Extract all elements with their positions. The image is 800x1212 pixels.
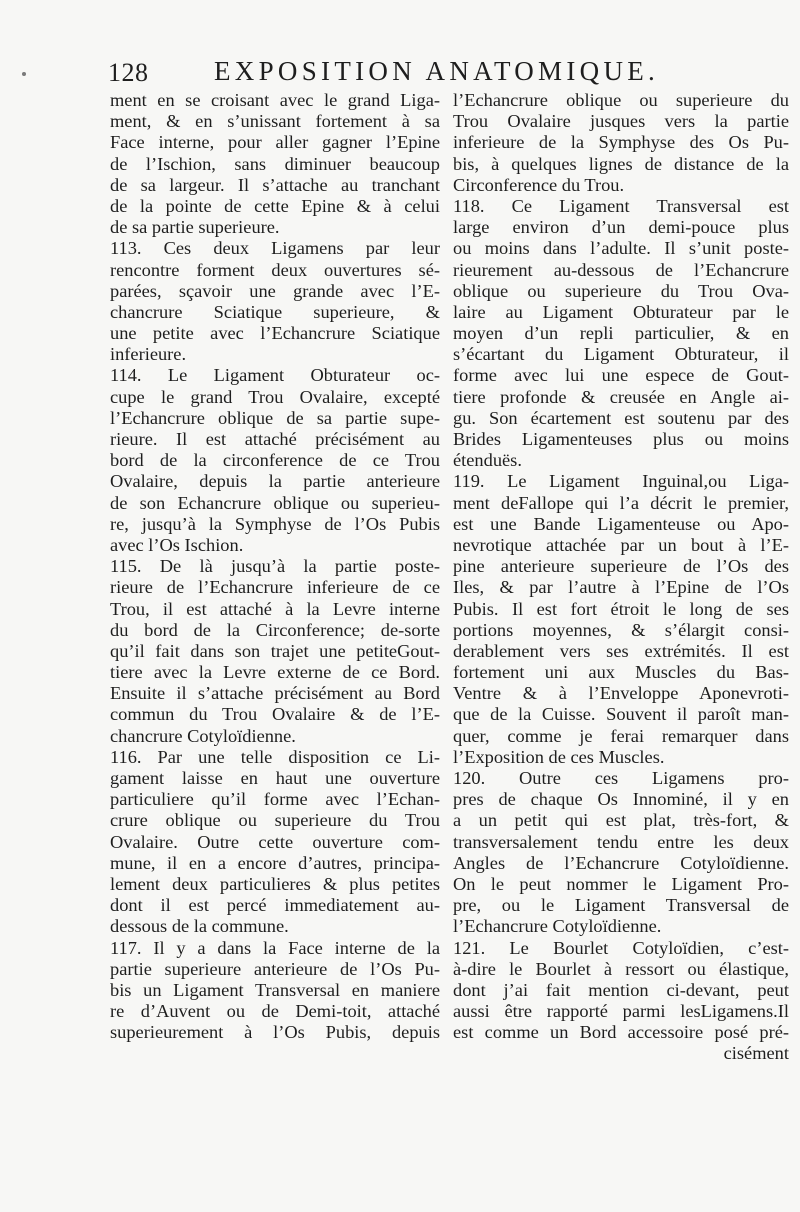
text-line: transversalement tendu entre les deux: [453, 831, 789, 852]
text-line: Pubis. Il est fort étroit le long de ses: [453, 598, 789, 619]
text-line: inferieure.: [110, 344, 187, 365]
text-line: 116. Par une telle disposition ce Li-: [110, 746, 440, 767]
text-line: bis, à quelques lignes de distance de la: [453, 153, 789, 174]
text-line: tiere profonde & creusée en Angle ai-: [453, 386, 789, 407]
text-line: 118. Ce Ligament Transversal est: [453, 195, 789, 216]
text-line: rencontre forment deux ouvertures sé-: [110, 259, 440, 280]
page-header: [108, 52, 778, 92]
text-line: bord de la circonference de ce Trou: [110, 450, 440, 471]
text-line: à-dire le Bourlet à ressort ou élastique,: [453, 958, 789, 979]
text-line: de sa largeur. Il s’attache au tranchant: [110, 174, 440, 195]
text-line: gu. Son écartement est soutenu par des: [453, 407, 789, 428]
text-line: étenduës.: [453, 450, 522, 471]
text-line: large environ d’un demi-pouce plus: [453, 217, 789, 238]
text-line: Ovalaire, depuis la partie anterieure: [110, 471, 440, 492]
text-line: rieure de l’Echancrure inferieure de ce: [110, 577, 440, 598]
text-line: Ensuite il s’attache précisément au Bord: [110, 683, 440, 704]
text-line: tiere avec la Levre externe de ce Bord.: [110, 662, 440, 683]
text-line: qu’il fait dans son trajet une petiteGout-: [110, 640, 440, 661]
text-line: dont j’ai fait mention ci-devant, peut: [453, 979, 789, 1000]
text-line: Circonference du Trou.: [453, 174, 625, 195]
text-line: bis un Ligament Transversal en maniere: [110, 979, 440, 1000]
text-line: de sa partie superieure.: [110, 217, 280, 238]
text-line: rieure. Il est attaché précisément au: [110, 429, 440, 449]
text-line: quer, comme je ferai remarquer dans: [453, 725, 789, 746]
text-line: a un petit qui est plat, très-fort, &: [453, 810, 789, 831]
text-line: est une Bande Ligamenteuse ou Apo-: [453, 513, 789, 534]
text-line: une petite avec l’Echancrure Sciatique: [110, 323, 440, 344]
text-line: 114. Le Ligament Obturateur oc-: [110, 365, 440, 386]
text-line: Ventre & à l’Enveloppe Aponevroti-: [453, 683, 789, 704]
page-number: 128: [108, 58, 149, 87]
text-line: de la pointe de cette Epine & à celui: [110, 195, 440, 216]
text-line: rieurement au-dessous de l’Echancrure: [453, 259, 789, 280]
text-line: pine anterieure superieure de l’Os des: [453, 556, 789, 577]
text-line: Brides Ligamenteuses plus ou moins: [453, 429, 789, 449]
margin-mark: [22, 72, 26, 76]
text-line: oblique ou superieure du Trou Ova-: [453, 280, 789, 301]
text-line: forme avec lui une espece de Gout-: [453, 365, 789, 386]
text-line: 121. Le Bourlet Cotyloïdien, c’est-: [453, 937, 789, 958]
text-line: Face interne, pour aller gagner l’Epine: [110, 132, 440, 153]
right-text-column: [453, 90, 789, 1065]
text-line: moyen d’un repli particulier, & en: [453, 323, 789, 344]
text-line: Ovalaire. Outre cette ouverture com-: [110, 831, 440, 852]
text-line: 120. Outre ces Ligamens pro-: [453, 768, 789, 788]
text-line: On le peut nommer le Ligament Pro-: [453, 873, 789, 894]
text-line: de l’Ischion, sans diminuer beaucoup: [110, 153, 440, 174]
text-line: portions moyennes, & s’élargit consi-: [453, 619, 789, 640]
text-line: de son Echancrure oblique ou superieu-: [110, 492, 440, 513]
text-line: inferieure de la Symphyse des Os Pu-: [453, 132, 789, 153]
text-line: particuliere qu’il forme avec l’Echan-: [110, 789, 440, 810]
text-line: laire au Ligament Obturateur par le: [453, 301, 789, 322]
text-line: mune, il en a encore d’autres, principa-: [110, 852, 440, 873]
text-line: commun du Trou Ovalaire & de l’E-: [110, 704, 440, 725]
text-line: ment, & en s’unissant fortement à sa: [110, 111, 440, 132]
text-line: pre, ou le Ligament Transversal de: [453, 895, 789, 916]
text-line: aussi être rapporté parmi lesLigamens.Il: [453, 1001, 789, 1022]
text-line: chancrure Sciatique superieure, &: [110, 301, 440, 322]
text-line: dessous de la commune.: [110, 916, 289, 937]
text-line: superieurement à l’Os Pubis, depuis: [110, 1022, 440, 1043]
text-line: Trou, il est attaché à la Levre interne: [110, 598, 440, 619]
text-line: dont il est percé immediatement au-: [110, 895, 440, 916]
text-line: l’Echancrure oblique ou superieure du: [453, 90, 789, 110]
text-line: Iles, & par l’autre à l’Epine de l’Os: [453, 577, 789, 598]
text-line: Angles de l’Echancrure Cotyloïdienne.: [453, 852, 789, 873]
text-line: pres de chaque Os Innominé, il y en: [453, 789, 789, 810]
text-line: fortement uni aux Muscles du Bas-: [453, 662, 789, 683]
text-line: est comme un Bord accessoire posé pré-: [453, 1022, 789, 1043]
text-line: l’Echancrure Cotyloïdienne.: [453, 916, 662, 937]
text-line: ou moins dans l’adulte. Il s’unit poste-: [453, 238, 789, 259]
text-line: lement deux particulieres & plus petites: [110, 873, 440, 894]
text-line: l’Exposition de ces Muscles.: [453, 746, 665, 767]
text-line: ment en se croisant avec le grand Liga-: [110, 90, 440, 110]
text-line: cisément: [723, 1043, 789, 1064]
text-line: du bord de la Circonference; de-sorte: [110, 619, 440, 640]
text-line: s’écartant du Ligament Obturateur, il: [453, 344, 789, 365]
text-line: 119. Le Ligament Inguinal,ou Liga-: [453, 471, 789, 492]
text-line: cupe le grand Trou Ovalaire, excepté: [110, 386, 440, 407]
running-title: EXPOSITION ANATOMIQUE.: [214, 56, 660, 86]
text-line: 113. Ces deux Ligamens par leur: [110, 238, 440, 259]
text-line: gament laisse en haut une ouverture: [110, 768, 440, 788]
text-line: partie superieure anterieure de l’Os Pu-: [110, 958, 440, 979]
text-line: ment deFallope qui l’a décrit le premier,: [453, 492, 789, 513]
text-line: re d’Auvent ou de Demi-toit, attaché: [110, 1001, 440, 1022]
text-line: que de la Cuisse. Souvent il paroît man-: [453, 704, 789, 725]
text-line: derablement vers ses extrémités. Il est: [453, 640, 789, 661]
text-line: crure oblique ou superieure du Trou: [110, 810, 440, 831]
text-line: re, jusqu’à la Symphyse de l’Os Pubis: [110, 513, 440, 534]
text-line: l’Echancrure oblique de sa partie supe-: [110, 407, 440, 428]
left-text-column: [110, 90, 440, 1043]
text-line: avec l’Os Ischion.: [110, 534, 244, 555]
text-line: Trou Ovalaire jusques vers la partie: [453, 111, 789, 132]
text-line: 117. Il y a dans la Face interne de la: [110, 937, 440, 958]
text-line: 115. De là jusqu’à la partie poste-: [110, 556, 440, 577]
text-line: parées, sçavoir une grande avec l’E-: [110, 280, 440, 301]
text-line: chancrure Cotyloïdienne.: [110, 725, 296, 746]
text-line: nevrotique attachée par un bout à l’E-: [453, 534, 789, 555]
